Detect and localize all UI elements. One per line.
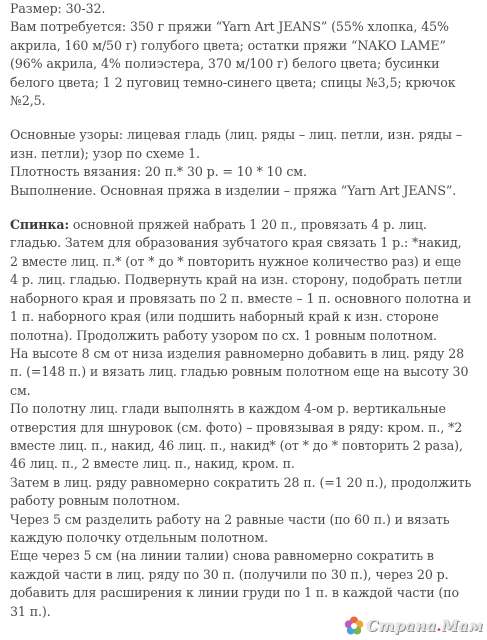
knitting-instructions-document <box>10 0 480 621</box>
text-line: гладью. Затем для образования зубчатого края связать 1 р.: *накид, <box>10 235 462 251</box>
text-line: По полотну лиц. глади выполнять в каждом 4-ом р. вертикальные <box>10 401 446 417</box>
patterns-paragraph <box>10 126 480 200</box>
text-line: каждую полочку отдельным полотном. <box>10 529 268 545</box>
text-fragment: основной пряжей набрать 1 20 п., провязать 4 р. лиц. <box>69 217 427 233</box>
intro-paragraph <box>10 0 480 110</box>
text-line: вместе лиц. п., накид, 46 лиц. п., накид* (от * до * повторить 2 раза), <box>10 437 463 453</box>
text-line: Через 5 см разделить работу на 2 равные части (по 60 п.) и вязать <box>10 511 450 527</box>
text-line: 1 п. наборного края (или подшить наборный край к изн. стороне <box>10 309 439 325</box>
text-line: полотна). Продолжить работу узором по сх. 1 ровным полотном. <box>10 327 437 343</box>
text-line: (96% акрила, 4% полиэстера, 370 м/100 г) белого цвета; бусинки <box>10 56 440 72</box>
text-line <box>10 216 480 234</box>
text-line: отверстия для шнуровок (см. фото) – провязывая в ряду: кром. п., *2 <box>10 419 463 435</box>
text-line: Вам потребуется: 350 г пряжи “Yarn Art JEANS” (55% хлопка, 45% <box>10 19 449 35</box>
text-line: Еще через 5 см (на линии талии) снова равномерно сократить в <box>10 548 434 564</box>
flower-logo-icon <box>343 615 365 637</box>
text-line: белого цвета; 1 2 пуговиц темно-синего цвета; спицы №3,5; крючок <box>10 74 456 90</box>
text-line: наборного края и провязать по 2 п. вместе – 1 п. основного полотна и <box>10 290 472 306</box>
text-line: акрила, 160 м/50 г) голубого цвета; остатки пряжи “NAKO LAME” <box>10 37 446 53</box>
text-line: Основные узоры: лицевая гладь (лиц. ряды – лиц. петли, изн. ряды – <box>10 127 463 143</box>
watermark-text <box>367 617 484 635</box>
paragraph-gap <box>10 110 480 126</box>
watermark-word-strana: Страна <box>366 617 437 635</box>
text-line: Выполнение. Основная пряжа в изделии – пряжа “Yarn Art JEANS”. <box>10 182 457 198</box>
text-line: 2 вместе лиц. п.* (от * до * повторить нужное количество раз) и еще <box>10 253 462 269</box>
text-line: работу ровным полотном. <box>10 493 181 509</box>
text-line: 31 п.). <box>10 603 51 619</box>
text-line: см. <box>10 382 31 398</box>
text-line: Затем в лиц. ряду равномерно сократить 28 п. (=1 20 п.), продолжить <box>10 474 472 490</box>
text-line: 46 лиц. п., 2 вместе лиц. п., накид, кром. п. <box>10 456 295 472</box>
text-line: добавить для расширения к линии груди по 1 п. в каждой части (по <box>10 585 460 601</box>
section-heading-back: Спинка: <box>10 217 70 233</box>
text-line: На высоте 8 см от низа изделия равномерно добавить в лиц. ряду 28 <box>10 345 465 361</box>
back-section-paragraph <box>10 216 480 621</box>
text-line: каждой части в лиц. ряду по 30 п. (получили по 30 п.), через 20 р. <box>10 566 449 582</box>
text-line: №2,5. <box>10 93 46 109</box>
paragraph-gap <box>10 200 480 216</box>
text-line: 4 р. лиц. гладью. Подвернуть край на изн. сторону, подобрать петли <box>10 272 463 288</box>
watermark-word-mam: Мам <box>441 617 483 635</box>
text-line: изн. петли); узор по схеме 1. <box>10 145 200 161</box>
text-line: Размер: 30-32. <box>10 1 106 16</box>
text-line: Плотность вязания: 20 п.* 30 р. = 10 * 10 см. <box>10 164 307 180</box>
text-line: п. (=148 п.) и вязать лиц. гладью ровным полотном еще на высоту 30 <box>10 364 469 380</box>
watermark-dot: . <box>436 617 442 635</box>
site-watermark <box>343 614 484 638</box>
